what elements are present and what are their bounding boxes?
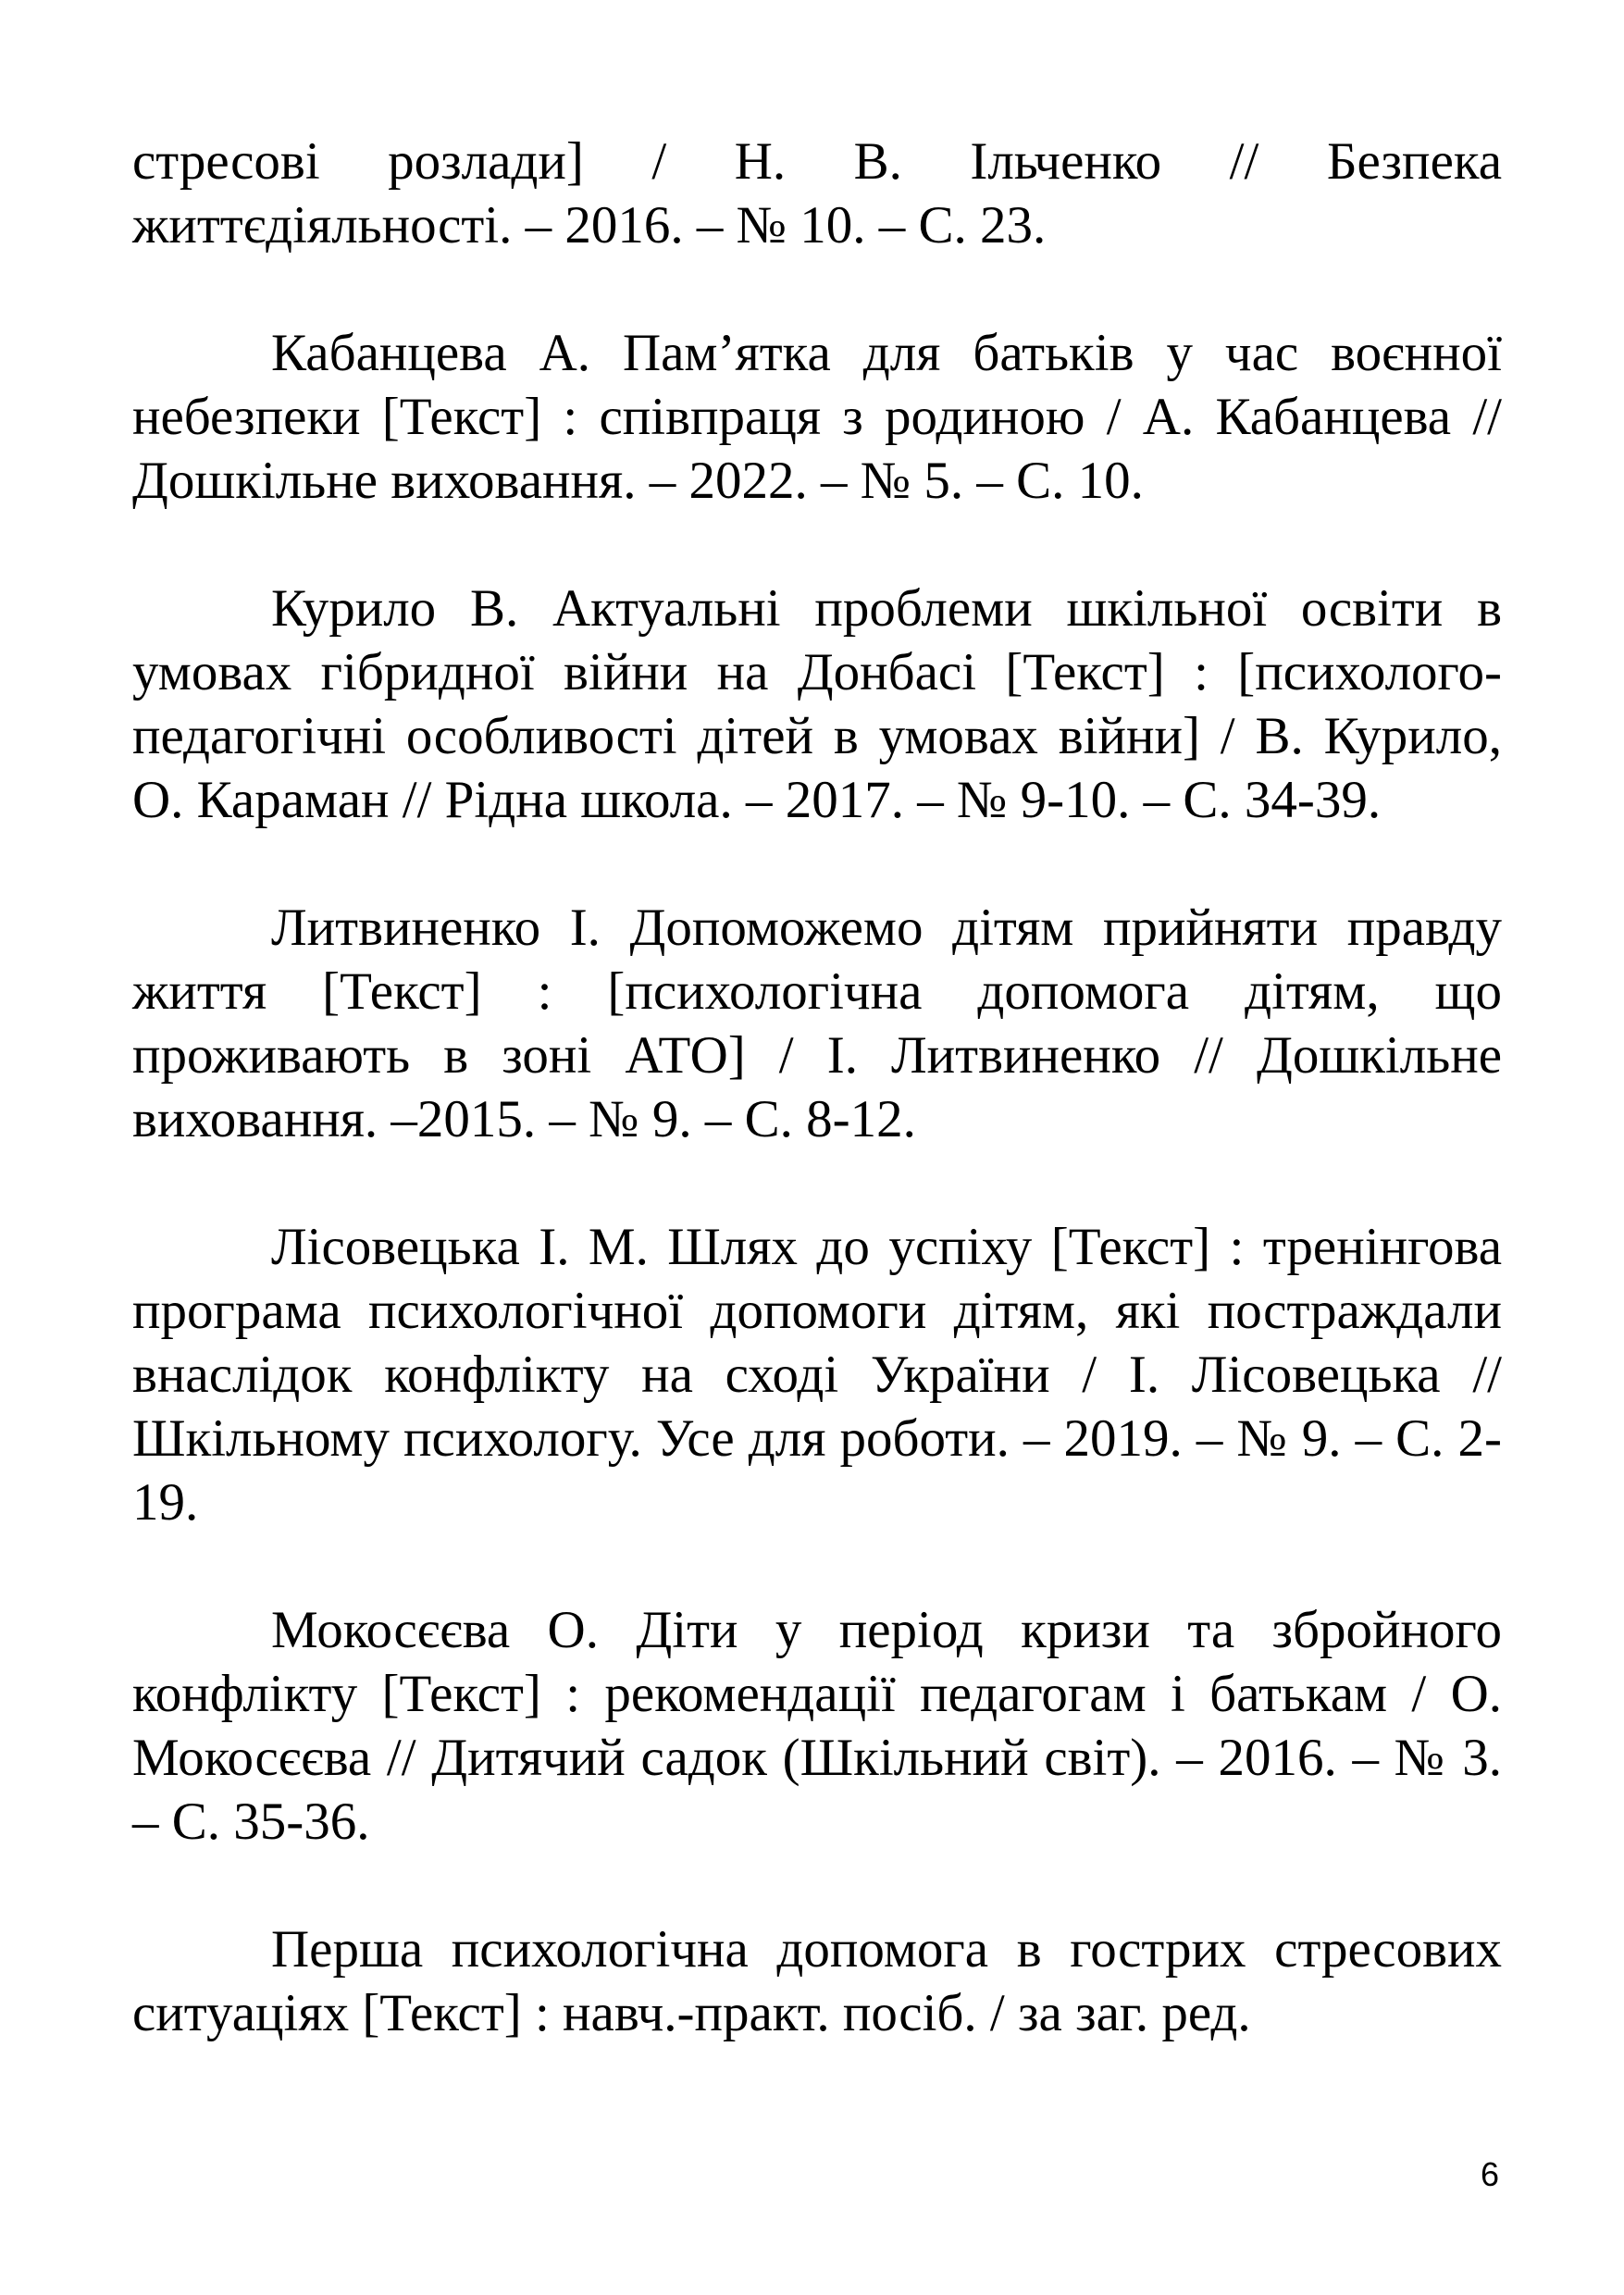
bibliography-entry-persha-dopomoha: Перша психологічна допомога в гострих стресових ситуаціях [Текст] : навч.-практ. посіб. / за заг. ред. [132, 1920, 1502, 2042]
bibliography-entry-kabantseva: Кабанцева А. Пам’ятка для батьків у час воєнної небезпеки [Текст] : співпраця з родиною / А. Кабанцева // Дошкільне виховання. – 2022. – № 5. – С. 10. [132, 324, 1502, 510]
bibliography-entry-kurylo: Курило В. Актуальні проблеми шкільної освіти в умовах гібридної війни на Донбасі [Текст] : [психолого-педагогічні особливості дітей в умовах війни] / В. Курило, О. Караман // Рідна школа. – 2017. – № 9-10. – С. 34-39. [132, 579, 1502, 829]
bibliography-entry-lisovetska: Лісовецька І. М. Шлях до успіху [Текст] : тренінгова програма психологічної допомоги дітям, які постраждали внаслідок конфлікту на сході України / І. Лісовецька // Шкільному психологу. Усе для роботи. – 2019. – № 9. – С. 2-19. [132, 1218, 1502, 1532]
document-page [132, 130, 1502, 2109]
bibliography-entry-lytvynenko: Литвиненко І. Допоможемо дітям прийняти правду життя [Текст] : [психологічна допомога дітям, що проживають в зоні АТО] / І. Литвиненко // Дошкільне виховання. –2015. – № 9. – С. 8-12. [132, 899, 1502, 1148]
bibliography-entry-mokosieieva: Мокосєєва О. Діти у період кризи та збройного конфлікту [Текст] : рекомендації педагогам і батькам / О. Мокосєєва // Дитячий садок (Шкільний світ). – 2016. – № 3. – С. 35-36. [132, 1601, 1502, 1851]
bibliography-entry-continued: стресові розлади] / Н. В. Ільченко // Безпека життєдіяльності. – 2016. – № 10. – С. 23. [132, 132, 1502, 254]
page-number: 6 [1481, 2155, 1500, 2193]
